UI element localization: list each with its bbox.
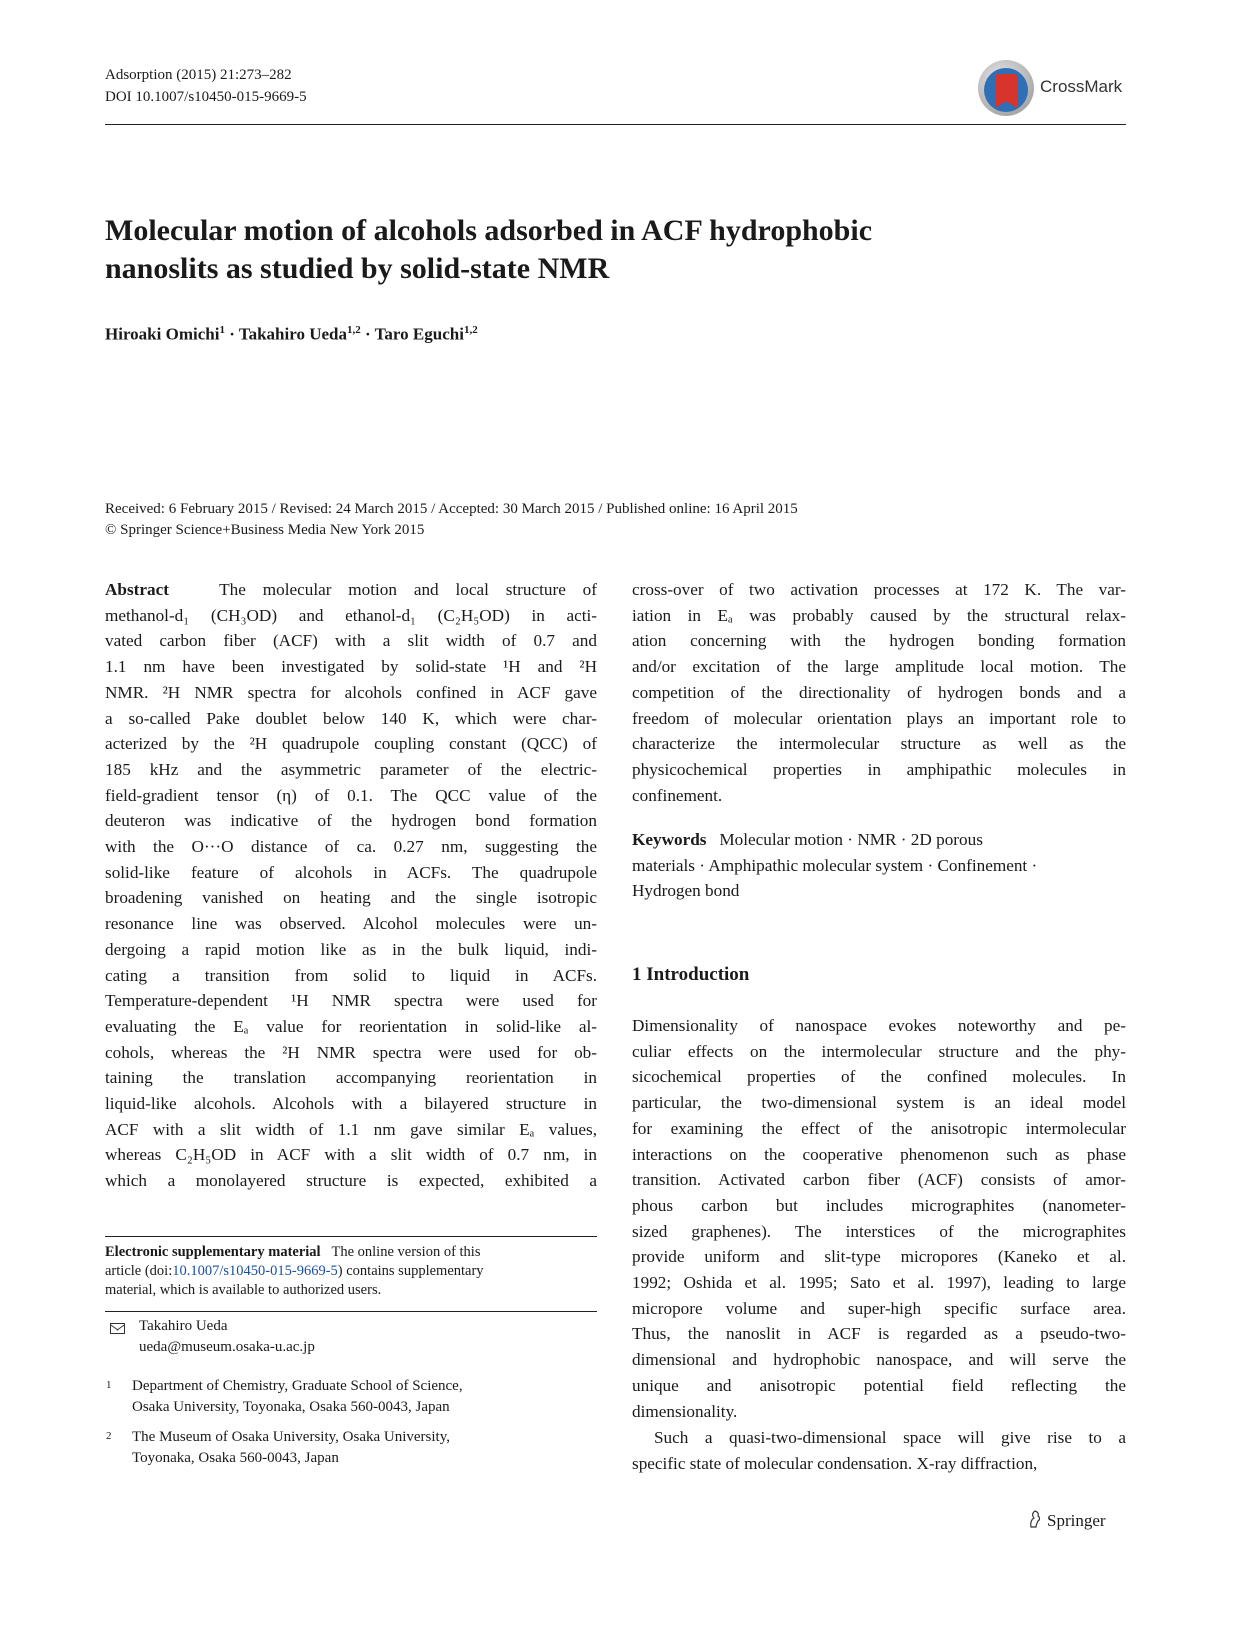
text-line: NMR. ²H NMR spectra for alcohols confined in ACF gave bbox=[105, 682, 597, 702]
affiliation-1 bbox=[132, 1376, 463, 1418]
dates-line: Received: 6 February 2015 / Revised: 24 March 2015 / Accepted: 30 March 2015 / Published online: 16 April 2015 bbox=[105, 501, 798, 517]
corresponding-author bbox=[139, 1316, 315, 1358]
text-line: sicochemical properties of the confined molecules. In bbox=[632, 1067, 1126, 1087]
publisher-name: Springer bbox=[1047, 1511, 1106, 1530]
text-line: iation in Eₐ was probably caused by the structural relax- bbox=[632, 605, 1126, 625]
keywords-text: Molecular motion · NMR · 2D porous bbox=[719, 830, 983, 849]
doi-link[interactable]: 10.1007/s10450-015-9669-5 bbox=[172, 1263, 338, 1279]
text-line: 1992; Oshida et al. 1995; Sato et al. 1997), leading to large bbox=[632, 1273, 1126, 1293]
text-line bbox=[632, 827, 1126, 853]
text-line: dimensional and hydrophobic nanospace, and will serve the bbox=[632, 1350, 1126, 1370]
text-line: culiar effects on the intermolecular structure and the phy- bbox=[632, 1041, 1126, 1061]
text-line: particular, the two-dimensional system is an ideal model bbox=[632, 1093, 1126, 1113]
crossmark-label: CrossMark bbox=[1040, 77, 1123, 96]
author-affiliation: 1,2 bbox=[463, 324, 478, 336]
text-line: unique and anisotropic potential field reflecting the bbox=[632, 1375, 1126, 1395]
text-line: taining the translation accompanying reorientation in bbox=[105, 1068, 597, 1088]
text-line bbox=[105, 577, 597, 603]
electronic-supplementary-material bbox=[105, 1243, 597, 1300]
esm-text: ) contains supplementary bbox=[337, 1263, 484, 1279]
title-line-1: Molecular motion of alcohols adsorbed in ACF hydrophobic bbox=[105, 214, 873, 247]
author-affiliation: 1,2 bbox=[347, 324, 361, 336]
abstract-text: The molecular motion and local structure of bbox=[219, 580, 597, 599]
text-line: 185 kHz and the asymmetric parameter of the electric- bbox=[105, 759, 597, 779]
text-line: whereas C₂H₅OD in ACF with a slit width of 0.7 nm, in bbox=[105, 1145, 597, 1165]
text-line: liquid-like alcohols. Alcohols with a bilayered structure in bbox=[105, 1094, 597, 1114]
intro-paragraph-2 bbox=[632, 1425, 1126, 1476]
esm-text: The online version of this bbox=[331, 1244, 481, 1260]
contact-email[interactable]: ueda@museum.osaka-u.ac.jp bbox=[139, 1339, 315, 1355]
publisher-logo bbox=[1027, 1510, 1106, 1531]
text-line: specific state of molecular condensation. X-ray diffraction, bbox=[632, 1453, 1038, 1473]
title-line-2: nanoslits as studied by solid-state NMR bbox=[105, 252, 610, 285]
text-line: evaluating the Eₐ value for reorientation in solid-like al- bbox=[105, 1016, 597, 1036]
section-heading: 1 Introduction bbox=[632, 964, 750, 985]
affiliation-number: 2 bbox=[106, 1430, 112, 1442]
journal-citation: Adsorption (2015) 21:273–282 bbox=[105, 67, 292, 83]
text-line: ACF with a slit width of 1.1 nm gave similar Eₐ values, bbox=[105, 1119, 597, 1139]
text-line: phous carbon but includes micrographites (nanometer- bbox=[632, 1195, 1126, 1215]
doi-line: DOI 10.1007/s10450-015-9669-5 bbox=[105, 89, 307, 105]
contact-name: Takahiro Ueda bbox=[139, 1318, 228, 1334]
keywords bbox=[632, 827, 1126, 904]
text-line: and/or excitation of the large amplitude local motion. The bbox=[632, 657, 1126, 677]
text-line: confinement. bbox=[632, 785, 723, 805]
springer-horse-icon bbox=[1027, 1510, 1043, 1528]
affiliation-number: 1 bbox=[106, 1379, 112, 1391]
text-line: competition of the directionality of hydrogen bonds and a bbox=[632, 682, 1126, 702]
keywords-label: Keywords bbox=[632, 830, 707, 849]
crossmark-icon bbox=[978, 60, 1034, 116]
esm-text: material, which is available to authorized users. bbox=[105, 1282, 382, 1298]
text-line: characterize the intermolecular structure as well as the bbox=[632, 734, 1126, 754]
text-line: solid-like feature of alcohols in ACFs. The quadrupole bbox=[105, 862, 597, 882]
author-separator: · bbox=[224, 324, 239, 344]
text-line: cross-over of two activation processes at 172 K. The var- bbox=[632, 580, 1126, 599]
text-line: methanol-d₁ (CH₃OD) and ethanol-d₁ (C₂H₅OD) in acti- bbox=[105, 605, 597, 625]
text-line: sized graphenes). The interstices of the micrographites bbox=[632, 1221, 1126, 1241]
text-line: 1.1 nm have been investigated by solid-state ¹H and ²H bbox=[105, 657, 597, 677]
journal-header bbox=[105, 64, 307, 108]
intro-paragraph-1 bbox=[632, 1013, 1126, 1424]
text-line: Thus, the nanoslit in ACF is regarded as a pseudo-two- bbox=[632, 1324, 1126, 1344]
affiliation-text: Department of Chemistry, Graduate School of Science, bbox=[132, 1378, 463, 1394]
text-line: dergoing a rapid motion like as in the bulk liquid, indi- bbox=[105, 939, 597, 959]
text-line: provide uniform and slit-type micropores (Kaneko et al. bbox=[632, 1247, 1126, 1267]
abstract-continued bbox=[632, 577, 1126, 808]
text-line: interactions on the cooperative phenomenon such as phase bbox=[632, 1144, 1126, 1164]
text-line: Such a quasi-two-dimensional space will give rise to a bbox=[654, 1428, 1126, 1447]
text-line: which a monolayered structure is expected, exhibited a bbox=[105, 1171, 597, 1191]
text-line: physicochemical properties in amphipathic molecules in bbox=[632, 759, 1126, 779]
article-history bbox=[105, 499, 798, 541]
text-line: acterized by the ²H quadrupole coupling constant (QCC) of bbox=[105, 734, 597, 754]
text-line: deuteron was indicative of the hydrogen bond formation bbox=[105, 811, 597, 831]
text-line: materials · Amphipathic molecular system · Confinement · bbox=[632, 855, 1038, 875]
envelope-icon bbox=[110, 1323, 125, 1334]
text-line: micropore volume and super-high specific surface area. bbox=[632, 1298, 1126, 1318]
text-line: transition. Activated carbon fiber (ACF) consists of amor- bbox=[632, 1170, 1126, 1190]
text-line: with the O···O distance of ca. 0.27 nm, suggesting the bbox=[105, 837, 597, 857]
text-line: resonance line was observed. Alcohol molecules were un- bbox=[105, 914, 597, 934]
author-list bbox=[105, 324, 478, 345]
text-line: freedom of molecular orientation plays an important role to bbox=[632, 708, 1126, 728]
text-line: Dimensionality of nanospace evokes noteworthy and pe- bbox=[632, 1016, 1126, 1035]
text-line: ation concerning with the hydrogen bonding formation bbox=[632, 631, 1126, 651]
author-affiliation: 1 bbox=[219, 324, 225, 336]
author-separator: · bbox=[360, 324, 375, 344]
affiliation-2 bbox=[132, 1427, 450, 1469]
author-name: Taro Eguchi bbox=[374, 324, 464, 344]
contact-divider bbox=[105, 1311, 597, 1312]
text-line: Temperature-dependent ¹H NMR spectra were used for bbox=[105, 991, 597, 1011]
abstract bbox=[105, 577, 597, 1194]
text-line: a so-called Pake doublet below 140 K, which were char- bbox=[105, 708, 597, 728]
text-line: for examining the effect of the anisotropic intermolecular bbox=[632, 1118, 1126, 1138]
esm-label: Electronic supplementary material bbox=[105, 1244, 321, 1260]
abstract-label: Abstract bbox=[105, 580, 169, 599]
header-divider bbox=[105, 124, 1126, 125]
author-name: Hiroaki Omichi bbox=[105, 324, 220, 344]
affiliation-text: The Museum of Osaka University, Osaka University, bbox=[132, 1429, 450, 1445]
text-line: broadening vanished on heating and the single isotropic bbox=[105, 888, 597, 908]
text-line: dimensionality. bbox=[632, 1401, 738, 1421]
text-line: cohols, whereas the ²H NMR spectra were used for ob- bbox=[105, 1042, 597, 1062]
crossmark-badge[interactable] bbox=[978, 58, 1128, 118]
text-line: cating a transition from solid to liquid in ACFs. bbox=[105, 965, 597, 985]
author-name: Takahiro Ueda bbox=[238, 324, 348, 344]
footnote-divider bbox=[105, 1236, 597, 1237]
affiliation-text: Osaka University, Toyonaka, Osaka 560-0043, Japan bbox=[132, 1399, 450, 1415]
article-title bbox=[105, 212, 1065, 288]
text-line: Hydrogen bond bbox=[632, 881, 740, 901]
copyright-line: © Springer Science+Business Media New York 2015 bbox=[105, 522, 425, 538]
esm-text: article (doi: bbox=[105, 1263, 173, 1279]
affiliation-text: Toyonaka, Osaka 560-0043, Japan bbox=[132, 1450, 339, 1466]
text-line: field-gradient tensor (η) of 0.1. The QCC value of the bbox=[105, 785, 597, 805]
text-line: vated carbon fiber (ACF) with a slit width of 0.7 and bbox=[105, 631, 597, 651]
